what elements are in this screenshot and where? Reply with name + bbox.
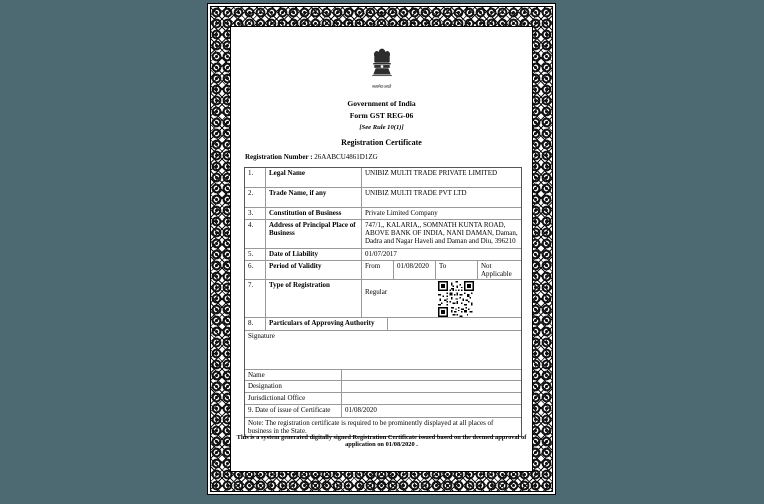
certificate-page [207, 3, 556, 495]
row-number: 3. [248, 209, 254, 217]
table-row-legal-name [245, 168, 521, 187]
row-value: Regular [365, 288, 388, 297]
rule-reference: [See Rule 10(1)] [359, 124, 404, 131]
row-number: 2. [248, 189, 254, 197]
table-row-constitution [245, 207, 521, 219]
row-number: 5. [248, 250, 254, 258]
row-label: 9. Date of issue of Certificate [248, 406, 331, 415]
officer-row-jurisdictional-office [245, 392, 521, 404]
certificate-content [230, 26, 533, 472]
qr-code-icon [438, 281, 474, 317]
registration-number-label: Registration Number : [245, 153, 313, 161]
to-label: To [435, 261, 477, 279]
row-value: 01/07/2017 [361, 249, 521, 260]
registration-type-cell [361, 280, 521, 317]
ornamental-border [210, 6, 553, 492]
system-generated-note: This is a system generated digitally signed Registration Certificate issued based on the deemed approval of application on 01/08/2020 . [236, 434, 527, 449]
table-row-date-of-liability [245, 248, 521, 260]
table-row-trade-name [245, 187, 521, 207]
row-number: 8. [248, 319, 254, 328]
emblem-motto: सत्यमेव जयते [371, 84, 392, 89]
row-date-of-issue [245, 404, 521, 417]
row-label: Date of Liability [265, 249, 361, 260]
row-label: Type of Registration [265, 280, 361, 317]
note-text: Note: The registration certificate is required to be prominently displayed at all places of business in the State. [248, 419, 494, 436]
row-label: Period of Validity [265, 261, 361, 279]
officer-row-name [245, 369, 521, 380]
row-value [387, 318, 521, 330]
row-value [341, 393, 521, 404]
row-number: 6. [248, 262, 254, 270]
registration-number-value: 26AABCU4861D1ZG [314, 153, 378, 161]
india-state-emblem-icon [231, 47, 532, 83]
signature-label: Signature [248, 332, 275, 341]
row-number: 4. [248, 221, 254, 229]
table-row-type-of-registration [245, 279, 521, 317]
table-row-approving-authority [245, 317, 521, 330]
to-date: Not Applicable [477, 261, 521, 279]
row-label: Legal Name [265, 168, 361, 187]
signature-row [245, 330, 521, 369]
row-value: 747/1,, KALARIA,, SOMNATH KUNTA ROAD, ABOVE BANK OF INDIA, NANI DAMAN, Daman, Dadra and Nagar Haveli and Daman and Diu, 396210 [361, 220, 521, 248]
row-number: 1. [248, 169, 254, 177]
certificate-table [244, 167, 522, 437]
from-label: From [365, 262, 381, 270]
row-label: Trade Name, if any [265, 188, 361, 207]
period-of-validity-cells [361, 261, 521, 279]
table-row-address [245, 219, 521, 248]
row-label: Constitution of Business [265, 208, 361, 219]
row-value: 01/08/2020 [341, 405, 521, 417]
row-label: Designation [248, 382, 282, 391]
table-row-period-of-validity [245, 260, 521, 279]
from-date: 01/08/2020 [393, 261, 435, 279]
certificate-title: Registration Certificate [341, 138, 422, 147]
row-value [341, 370, 521, 380]
row-label: Name [248, 371, 265, 380]
row-label: Jurisdictional Office [248, 394, 306, 403]
row-value [341, 381, 521, 392]
row-number: 7. [248, 281, 254, 290]
government-title: Government of India [347, 99, 416, 108]
row-value: UNIBIZ MULTI TRADE PVT LTD [361, 188, 521, 207]
row-label: Address of Principal Place of Business [265, 220, 361, 248]
row-value: Private Limited Company [361, 208, 521, 219]
form-name: Form GST REG-06 [349, 111, 414, 120]
officer-row-designation [245, 380, 521, 392]
registration-number-line [245, 153, 378, 161]
row-label: Particulars of Approving Authority [265, 318, 387, 330]
row-value: UNIBIZ MULTI TRADE PRIVATE LIMITED [361, 168, 521, 187]
